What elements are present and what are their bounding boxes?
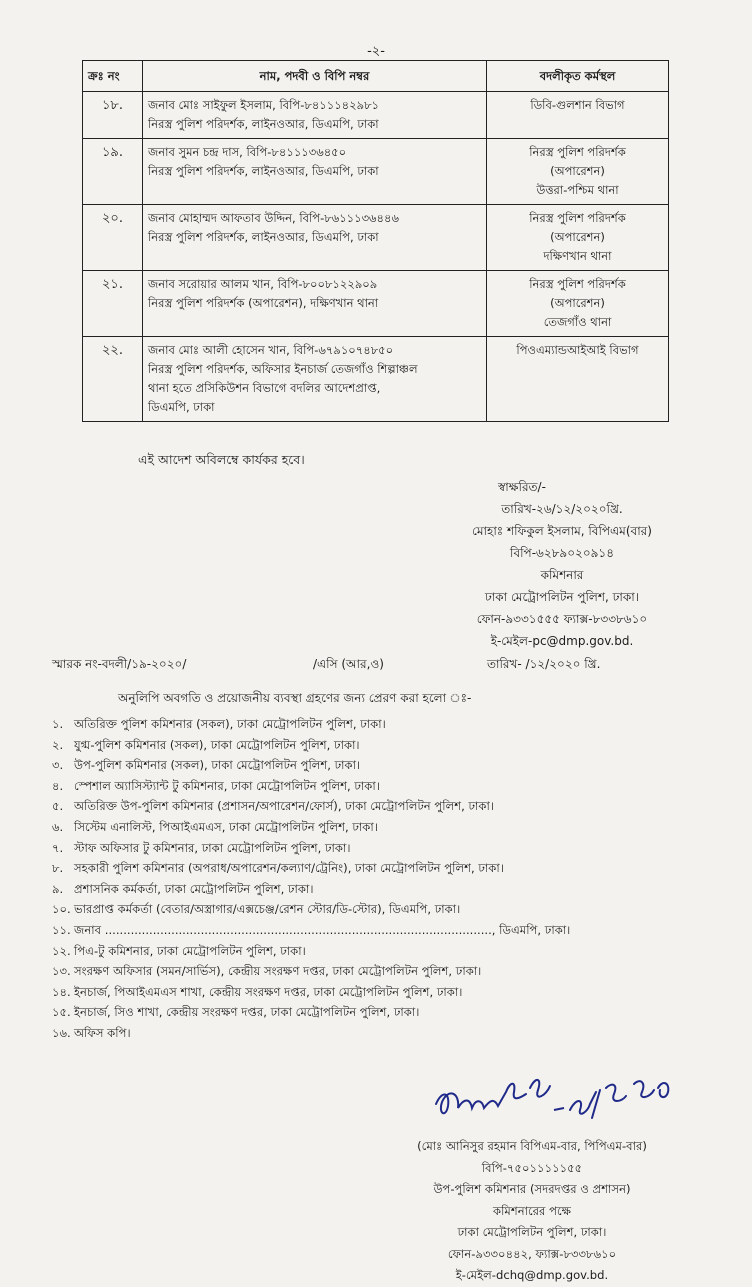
signatory-block bbox=[382, 1136, 682, 1287]
memo-reference: স্মারক নং-বদলী/১৯-২০২০/ bbox=[52, 657, 187, 671]
signature-line: স্বাক্ষরিত/- bbox=[498, 480, 546, 494]
list-item-number: ২. bbox=[52, 737, 64, 752]
list-item-number: ৫. bbox=[52, 799, 64, 814]
list-item-text: ইনচার্জ, পিআইএমএস শাখা, কেন্দ্রীয় সংরক্ষণ দপ্তর, ঢাকা মেট্রোপলিটন পুলিশ, ঢাকা। bbox=[74, 984, 463, 999]
row-serial: ২২. bbox=[83, 337, 143, 422]
signature-line: ফোন-৯৩৩১৫৫৫ ফ্যাক্স-৮৩৩৮৬১০ bbox=[476, 612, 648, 626]
name-line: নিরস্ত্র পুলিশ পরিদর্শক, লাইনওআর, ডিএমপি, ঢাকা bbox=[148, 164, 379, 178]
list-item-text: স্পেশাল অ্যাসিস্ট্যান্ট টু কমিশনার, ঢাকা মেট্রোপলিটন পুলিশ, ঢাকা। bbox=[74, 778, 380, 793]
destination-line: নিরস্ত্র পুলিশ পরিদর্শক bbox=[529, 277, 626, 291]
list-item bbox=[52, 961, 570, 982]
list-item-text: সহকারী পুলিশ কমিশনার (অপরাধ/অপারেশন/কল্যাণ/ট্রেনিং), ঢাকা মেট্রোপলিটন পুলিশ, ঢাকা। bbox=[74, 861, 504, 876]
list-item-text: প্রশাসনিক কর্মকর্তা, ঢাকা মেট্রোপলিটন পুলিশ, ঢাকা। bbox=[74, 881, 314, 896]
list-item-text: জনাব ........................................................................................................., ডিএমপি, ঢাকা। bbox=[74, 922, 571, 937]
list-item bbox=[52, 776, 570, 797]
destination-line: উত্তরা-পশ্চিম থানা bbox=[536, 183, 619, 197]
list-item bbox=[52, 941, 570, 962]
col-header-destination: বদলীকৃত কর্মস্থল bbox=[487, 61, 669, 92]
list-item-text: অফিস কপি। bbox=[74, 1025, 131, 1040]
row-serial: ২১. bbox=[83, 271, 143, 337]
transfer-table bbox=[82, 60, 669, 422]
signatory-line: ই-মেইল-dchq@dmp.gov.bd. bbox=[455, 1268, 609, 1282]
table-row bbox=[83, 139, 669, 205]
signatory-line: বিপি-৭৫০১১১১১৫৫ bbox=[481, 1160, 583, 1175]
name-line: নিরস্ত্র পুলিশ পরিদর্শক, লাইনওআর, ডিএমপি, ঢাকা bbox=[148, 230, 379, 244]
row-destination bbox=[487, 271, 669, 337]
list-item-number: ৩. bbox=[52, 758, 64, 773]
destination-line: নিরস্ত্র পুলিশ পরিদর্শক bbox=[529, 145, 626, 159]
order-statement: এই আদেশ অবিলম্বে কার্যকর হবে। bbox=[138, 452, 305, 467]
name-line: জনাব সুমন চন্দ্র দাস, বিপি-৮৪১১১৩৬৪৫০ bbox=[148, 145, 347, 159]
signature-line: তারিখ-২৬/১২/২০২০খ্রি. bbox=[501, 502, 623, 516]
name-line: জনাব মোঃ আলী হোসেন খান, বিপি-৬৭৯১০৭৪৮৫০ bbox=[148, 343, 394, 357]
name-line: নিরস্ত্র পুলিশ পরিদর্শক, লাইনওআর, ডিএমপি, ঢাকা bbox=[148, 117, 379, 131]
row-name-designation bbox=[143, 139, 487, 205]
signature-line: কমিশনার bbox=[540, 568, 584, 582]
signatory-line: কমিশনারের পক্ষে bbox=[492, 1203, 572, 1218]
signature-line: বিপি-৬২৮৯০২০৯১৪ bbox=[510, 546, 614, 560]
name-line: নিরস্ত্র পুলিশ পরিদর্শক (অপারেশন), দক্ষিণখান থানা bbox=[148, 296, 379, 310]
signatory-line: ফোন-৯৩৩০৪৪২, ফ্যাক্স-৮৩৩৮৬১০ bbox=[447, 1246, 617, 1261]
list-item bbox=[52, 879, 570, 900]
signature-line: ঢাকা মেট্রোপলিটন পুলিশ, ঢাকা। bbox=[484, 590, 640, 604]
name-line: জনাব মোঃ সাইফুল ইসলাম, বিপি-৮৪১১১৪২৯৮১ bbox=[148, 98, 380, 112]
list-item-number: ১২. bbox=[52, 943, 71, 958]
list-item-number: ১৪. bbox=[52, 984, 71, 999]
list-item-text: অতিরিক্ত উপ-পুলিশ কমিশনার (প্রশাসন/অপারেশন/ফোর্স), ঢাকা মেট্রোপলিটন পুলিশ, ঢাকা। bbox=[74, 799, 495, 814]
list-item-text: সিস্টেম এনালিস্ট, পিআইএমএস, ঢাকা মেট্রোপলিটন পুলিশ, ঢাকা। bbox=[74, 819, 378, 834]
row-name-designation bbox=[143, 92, 487, 139]
list-item bbox=[52, 755, 570, 776]
destination-line: (অপারেশন) bbox=[550, 296, 605, 310]
col-header-serial: ক্রঃ নং bbox=[83, 61, 143, 92]
row-serial: ২০. bbox=[83, 205, 143, 271]
destination-line: তেজগাঁও থানা bbox=[543, 315, 612, 329]
table-row bbox=[83, 337, 669, 422]
list-item-text: ভারপ্রাপ্ত কর্মকর্তা (বেতার/অস্ত্রাগার/এক্সচেঞ্জ/রেশন স্টোর/ডি-স্টোর), ডিএমপি, ঢাকা। bbox=[74, 902, 461, 917]
list-item-number: ১৫. bbox=[52, 1005, 71, 1020]
list-item-number: ১. bbox=[52, 717, 64, 731]
row-destination bbox=[487, 337, 669, 422]
name-line: জনাব সরোয়ার আলম খান, বিপি-৮০০৮১২২৯০৯ bbox=[148, 277, 378, 291]
destination-line: দক্ষিণখান থানা bbox=[543, 249, 612, 263]
row-serial: ১৮. bbox=[83, 92, 143, 139]
table-header-row bbox=[83, 61, 669, 92]
signatory-line: উপ-পুলিশ কমিশনার (সদরদপ্তর ও প্রশাসন) bbox=[433, 1182, 631, 1196]
list-item bbox=[52, 817, 570, 838]
memo-date: তারিখ- /১২/২০২০ খ্রি. bbox=[487, 657, 601, 671]
list-item-number: ৬. bbox=[52, 819, 64, 834]
row-name-designation bbox=[143, 337, 487, 422]
col-header-name: নাম, পদবী ও বিপি নম্বর bbox=[143, 61, 487, 92]
destination-line: (অপারেশন) bbox=[550, 164, 605, 178]
name-line: ডিএমপি, ঢাকা bbox=[148, 400, 215, 414]
list-item-number: ৪. bbox=[52, 778, 64, 793]
table-row bbox=[83, 92, 669, 139]
row-destination bbox=[487, 92, 669, 139]
list-item-text: উপ-পুলিশ কমিশনার (সকল), ঢাকা মেট্রোপলিটন পুলিশ, ঢাকা। bbox=[74, 758, 361, 773]
list-item-number: ১১. bbox=[52, 922, 71, 937]
row-serial: ১৯. bbox=[83, 139, 143, 205]
list-item-text: ইনচার্জ, সিও শাখা, কেন্দ্রীয় সংরক্ষণ দপ্তর, ঢাকা মেট্রোপলিটন পুলিশ, ঢাকা। bbox=[74, 1005, 420, 1020]
signature-line: ই-মেইল-pc@dmp.gov.bd. bbox=[490, 634, 634, 648]
distribution-intro: অনুলিপি অবগতি ও প্রয়োজনীয় ব্যবস্থা গ্রহণের জন্য প্রেরণ করা হলো ঃ- bbox=[118, 691, 472, 705]
list-item-text: স্টাফ অফিসার টু কমিশনার, ঢাকা মেট্রোপলিটন পুলিশ, ঢাকা। bbox=[74, 840, 351, 855]
list-item bbox=[52, 920, 570, 941]
list-item-number: ৭. bbox=[52, 840, 64, 855]
list-item bbox=[52, 982, 570, 1003]
list-item-number: ৮. bbox=[52, 861, 64, 876]
memo-office-code: /এসি (আর,ও) bbox=[313, 657, 384, 671]
list-item-text: যুগ্ম-পুলিশ কমিশনার (সকল), ঢাকা মেট্রোপলিটন পুলিশ, ঢাকা। bbox=[74, 737, 360, 752]
destination-line: (অপারেশন) bbox=[550, 230, 605, 244]
list-item-number: ১৬. bbox=[52, 1025, 71, 1040]
list-item-number: ৯. bbox=[52, 881, 64, 896]
row-destination bbox=[487, 139, 669, 205]
list-item bbox=[52, 899, 570, 920]
signatory-line: ঢাকা মেট্রোপলিটন পুলিশ, ঢাকা। bbox=[457, 1225, 607, 1239]
destination-line: নিরস্ত্র পুলিশ পরিদর্শক bbox=[529, 211, 626, 225]
signatory-line: (মোঃ আনিসুর রহমান বিপিএম-বার, পিপিএম-বার) bbox=[417, 1139, 647, 1153]
list-item-number: ১৩. bbox=[52, 964, 71, 979]
handwritten-signature bbox=[430, 1062, 690, 1132]
list-item bbox=[52, 735, 570, 756]
row-destination bbox=[487, 205, 669, 271]
row-name-designation bbox=[143, 271, 487, 337]
page-number: -২- bbox=[367, 44, 385, 59]
name-line: জনাব মোহাম্মদ আফতাব উদ্দিন, বিপি-৮৬১১১৩৬৪৪৬ bbox=[148, 211, 399, 225]
list-item bbox=[52, 838, 570, 859]
list-item bbox=[52, 1002, 570, 1023]
destination-line: ডিবি-গুলশান বিভাগ bbox=[530, 98, 625, 112]
name-line: থানা হতে প্রসিকিউশন বিভাগে বদলির আদেশপ্রাপ্ত, bbox=[148, 381, 381, 395]
destination-line: পিওএম্যান্ডআইআই বিভাগ bbox=[516, 343, 639, 357]
name-line: নিরস্ত্র পুলিশ পরিদর্শক, অফিসার ইনচার্জ তেজগাঁও শিল্পাঞ্চল bbox=[148, 362, 418, 376]
list-item-text: পিএ-টু কমিশনার, ঢাকা মেট্রোপলিটন পুলিশ, ঢাকা। bbox=[74, 943, 306, 958]
list-item bbox=[52, 858, 570, 879]
list-item bbox=[52, 1023, 570, 1044]
distribution-list bbox=[52, 714, 570, 1044]
list-item-number: ১০. bbox=[52, 902, 71, 917]
table-row bbox=[83, 271, 669, 337]
signature-line: মোহাঃ শফিকুল ইসলাম, বিপিএম(বার) bbox=[472, 524, 652, 538]
row-name-designation bbox=[143, 205, 487, 271]
list-item-text: সংরক্ষণ অফিসার (সমন/সার্ভিস), কেন্দ্রীয় সংরক্ষণ দপ্তর, ঢাকা মেট্রোপলিটন পুলিশ, ঢাকা। bbox=[74, 964, 482, 979]
list-item bbox=[52, 714, 570, 735]
list-item-text: অতিরিক্ত পুলিশ কমিশনার (সকল), ঢাকা মেট্রোপলিটন পুলিশ, ঢাকা। bbox=[74, 717, 386, 731]
list-item bbox=[52, 796, 570, 817]
table-row bbox=[83, 205, 669, 271]
commissioner-signature-block bbox=[402, 476, 722, 652]
